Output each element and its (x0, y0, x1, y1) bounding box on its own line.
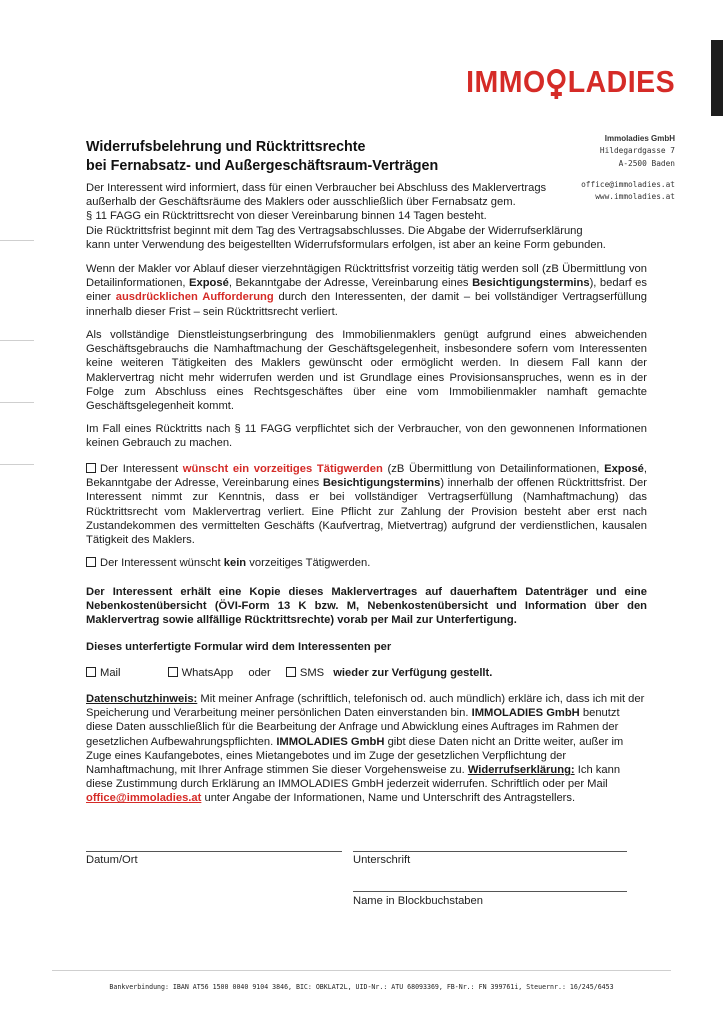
service-completion-paragraph: Als vollständige Dienstleistungserbringung des Immobilienmaklers genügt aufgrund eines abweichenden Geschäftsgebrauchs die Namhaftmachung der Geschäftsgelegenheit, insbesondere sofern vom Interessenten keine weiteren Tätigkeiten des Maklers gewünscht oder ermöglicht werden. In diesem Fall kann der Maklervertrag nicht mehr widerrufen werden und ist Grundlage eines Provisionsanspruches, wenn es in der Folge zum Abschluss eines Rechtsgeschäftes über eine vom Immobilienmakler namhaft gemachte Geschäftsgelegenheit kommt. (86, 329, 647, 413)
intro-paragraph (86, 181, 647, 252)
mail-checkbox[interactable] (86, 667, 96, 677)
delivery-options (86, 666, 647, 680)
company-street: Hildegardgasse 7 (599, 146, 675, 156)
name-line (353, 891, 627, 892)
fold-mark (0, 464, 34, 465)
viewing-term: Besichtigungstermins (472, 277, 590, 290)
text: vorzeitiges Tätigwerden. (246, 557, 371, 569)
early-activity-checkbox[interactable] (86, 463, 96, 473)
withdrawal-info-paragraph: Im Fall eines Rücktritts nach § 11 FAGG verpflichtet sich der Verbraucher, von den gewonnenen Informationen keinen Gebrauch zu machen. (86, 423, 647, 450)
logo-text-suffix: LADIES (567, 64, 675, 99)
mail-label: Mail (100, 667, 121, 679)
delivery-heading: Dieses unterfertigte Formular wird dem Interessenten per (86, 641, 392, 653)
text: Mit meiner Anfrage (schriftlich, telefonisch od. auch mündlich) erkläre ich, dass ich mit der Speicherung und Verarbeitung meiner persönlichen Daten einverstanden bin. (86, 693, 645, 720)
bank-details-footer: Bankverbindung: IBAN AT56 1500 0040 9104 3846, BIC: OBKLAT2L, UID-Nr.: ATU 68093369, FB-Nr.: FN 399761i, Steuernr.: 16/245/6453 (109, 983, 614, 991)
text: gibt diese Daten nicht an Dritte weiter, außer im Zuge eines Kaufangebotes, eines Mietangebotes und im Zuge der gesetzlichen Verpflichtung der Namhaftmachung, mit Ihrer Anfrage stimmen Sie dieser Vorgehensweise zu. (86, 735, 624, 777)
delivery-option-mail[interactable] (86, 666, 121, 680)
intro-line: kann unter Verwendung des beigestellten Widerrufsformulars erfolgen, ist aber an keine Form gebunden. (86, 238, 606, 251)
title-line-2: bei Fernabsatz- und Außergeschäftsraum-Verträgen (86, 158, 439, 174)
option-no-early-activity (86, 556, 647, 570)
company-name: Immoladies GmbH (604, 134, 675, 143)
footer-divider (52, 970, 671, 971)
text: Der Interessent wünscht (100, 557, 224, 569)
intro-line: außerhalb der Geschäftsräume des Maklers oder ausschließlich über Fernabsatz gem. (86, 196, 516, 209)
privacy-label: Datenschutzhinweis: (86, 693, 198, 705)
signature-label: Unterschrift (353, 854, 411, 866)
delivery-suffix: wieder zur Verfügung gestellt. (333, 667, 493, 679)
title-line-1: Widerrufsbelehrung und Rücktrittsrechte (86, 139, 366, 155)
text: Der Interessent (100, 463, 183, 475)
logo-text-prefix: IMMO (466, 64, 546, 99)
company-website: www.immoladies.at (595, 192, 675, 202)
sms-checkbox[interactable] (286, 667, 296, 677)
company-logo (466, 64, 675, 100)
intro-line: § 11 FAGG ein Rücktrittsrecht von dieser Vereinbarung binnen 14 Tagen besteht. (86, 210, 487, 223)
signature-line (353, 851, 627, 852)
text: ) innerhalb der offenen Rücktrittsfrist. Der Interessent nimmt zur Kenntnis, dass er bei vollständiger Vertragserfüllung (Namhaftmachung) das Rücktrittsrecht vom Maklervertrag verliert. Eine Pflicht zur Zahlung der Provision besteht aber erst nach Zustandekommen des vermittelten Geschäfts (Kaufvertrag, Mietvertrag) aufgrund der verdienstlichen, kausalen Tätigkeit des Maklers. (86, 477, 647, 547)
company-city: A-2500 Baden (618, 158, 675, 168)
venus-symbol-icon (546, 69, 566, 98)
document-title (86, 138, 438, 176)
text: benutzt diese Daten ausschließlich für die Bearbeitung der Anfrage und Abwicklung eines Auftrages im Rahmen der gesetzlichen Aufbewahrungspflichten. (86, 707, 620, 748)
intro-line: Die Rücktrittsfrist beginnt mit dem Tag des Vertragsabschlusses. Die Abgabe der Widerrufserklärung (86, 224, 583, 237)
page-edge-tab (711, 40, 723, 116)
text: , Bekanntgabe der Adresse, Vereinbarung eines (228, 277, 473, 290)
withdrawal-label: Widerrufserklärung: (467, 764, 575, 777)
whatsapp-checkbox[interactable] (168, 667, 178, 677)
company-name-bold: IMMOLADIES GmbH (471, 707, 580, 720)
fold-mark (0, 340, 34, 341)
fold-mark (0, 402, 34, 403)
whatsapp-label: WhatsApp (181, 667, 234, 679)
text: ), bedarf es einer (86, 277, 647, 304)
company-name-bold: IMMOLADIES GmbH (276, 735, 385, 748)
name-label: Name in Blockbuchstaben (353, 895, 483, 907)
kein-term: kein (223, 557, 247, 569)
option-early-activity (86, 462, 647, 547)
date-place-line (86, 851, 342, 852)
expose-term: Exposé (189, 277, 229, 290)
early-activity-highlight: wünscht ein vorzeitiges Tätigwerden (182, 463, 383, 475)
expose-term: Exposé (604, 463, 644, 475)
company-email: office@immoladies.at (581, 179, 675, 189)
text: , Bekanntgabe der Adresse, Vereinbarung eines (86, 463, 648, 490)
explicit-request-highlight: ausdrücklichen Aufforderung (115, 291, 274, 304)
text: Ich kann diese Zustimmung durch Erklärung an IMMOLADIES GmbH jederzeit widerrufen. Schriftlich oder per Mail (86, 764, 621, 791)
date-place-label: Datum/Ort (86, 854, 138, 866)
text: durch den Interessenten, der damit – bei vollständiger Vertragserfüllung innerhalb dieser Frist – sein Rücktrittsrecht verliert. (86, 291, 647, 318)
intro-line: Der Interessent wird informiert, dass für einen Verbraucher bei Abschluss des Maklervertrags (86, 182, 547, 194)
fold-mark (0, 240, 34, 241)
text: Wenn der Makler vor Ablauf dieser vierzehntägigen Rücktrittsfrist vorzeitig tätig werden soll (zB Übermittlung von Detailinformationen, (86, 263, 647, 290)
delivery-option-whatsapp[interactable] (168, 666, 234, 680)
viewing-term: Besichtigungstermins (322, 477, 441, 490)
text: (zB Übermittlung von Detailinformationen, (382, 463, 605, 475)
early-activity-paragraph (86, 262, 647, 319)
copy-notice: Der Interessent erhält eine Kopie dieses Maklervertrages auf dauerhaftem Datenträger und eine Nebenkostenübersicht (ÖVI-Form 13 K bzw. M, Nebenkostenübersicht und Information über den Maklervertrag sowie allfällige Rücktrittsrechte) vorab per Mail zur Unterfertigung. (86, 586, 647, 627)
privacy-notice (86, 692, 647, 806)
no-early-activity-checkbox[interactable] (86, 557, 96, 567)
text: unter Angabe der Informationen, Name und Unterschrift des Antragstellers. (201, 792, 576, 805)
sms-label: SMS (299, 667, 325, 679)
delivery-option-sms[interactable] (286, 666, 324, 680)
or-label: oder (248, 667, 271, 679)
office-email-link[interactable]: office@immoladies.at (86, 792, 202, 805)
